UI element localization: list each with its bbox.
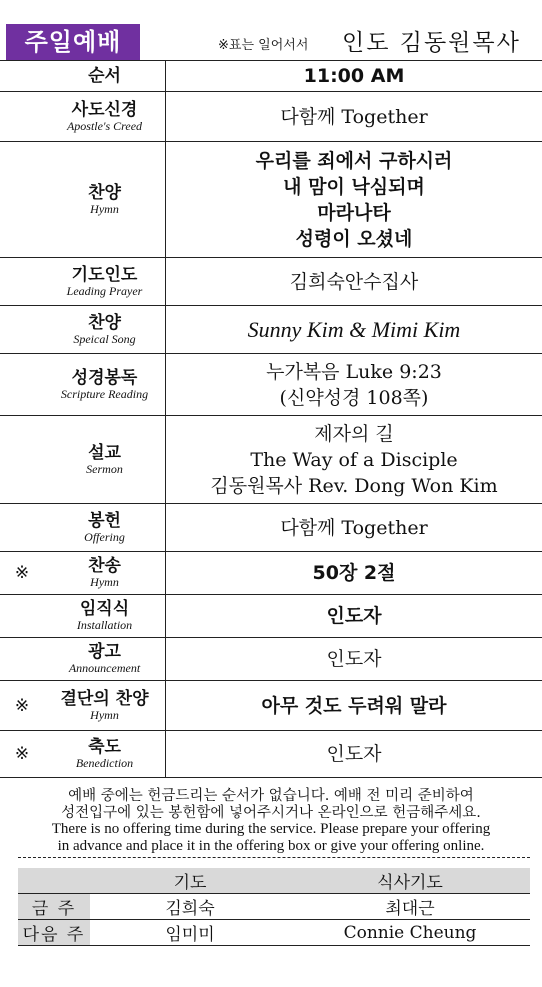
notice-en-line: in advance and place it in the offering box or give your offering online. [57,837,485,854]
order-label-ko: 광고 [88,642,121,662]
standing-mark: ※ [14,695,30,716]
order-label-ko: 기도인도 [71,264,138,285]
content-line: 성령이 오셨네 [295,227,413,250]
standing-mark [0,638,44,680]
order-row [0,306,542,354]
table-header-prayer: 기도 [90,868,290,894]
content-line: The Way of a Disciple [250,448,458,471]
order-label-ko: 찬양 [88,312,121,333]
order-label [44,258,166,305]
order-content [166,142,542,257]
content-line: 다함께 Together [280,516,428,539]
standing-mark [0,416,44,503]
order-label [44,416,166,503]
content-line: 인도자 [326,605,382,627]
order-content [166,416,542,503]
standing-mark [0,142,44,257]
order-label [44,61,166,91]
content-line: 누가복음 Luke 9:23 [266,360,442,383]
order-label-ko: 임직식 [79,599,130,619]
content-line: Sunny Kim & Mimi Kim [247,316,461,342]
order-content [166,504,542,551]
order-content [166,92,542,141]
order-label-en: Announcement [68,661,141,675]
order-content [166,354,542,415]
prayer-schedule-table [18,868,530,946]
table-cell: 김희숙 [90,894,290,920]
notice-ko-line: 예배 중에는 헌금드리는 순서가 없습니다. 예배 전 미리 준비하여 [68,788,474,804]
header [0,0,542,62]
table-header-row [18,868,530,894]
order-label [44,142,166,257]
order-row [0,142,542,258]
order-row [0,92,542,142]
order-label [44,595,166,637]
order-label-en: Hymn [90,707,119,722]
order-content [166,306,542,353]
order-label [44,306,166,353]
standing-mark [0,595,44,637]
table-row [18,894,530,920]
content-line: 우리를 죄에서 구하시러 [255,149,453,172]
table-header-meal-prayer: 식사기도 [290,868,530,894]
order-of-worship [0,60,542,778]
order-content [166,552,542,594]
order-row [0,354,542,416]
order-label-en: Speical Song [73,331,136,346]
order-label [44,552,166,594]
content-line: 마라나타 [317,201,391,224]
order-label-ko: 결단의 찬양 [60,688,149,709]
order-label-ko: 축도 [88,737,121,757]
order-row [0,258,542,306]
order-row [0,638,542,681]
standing-mark [0,504,44,551]
order-content [166,61,542,91]
order-label-en: Installation [76,618,133,632]
content-line: 50장 2절 [312,562,396,584]
order-content [166,681,542,730]
content-line: 다함께 Together [280,105,428,128]
order-label-en: Benediction [75,756,134,770]
order-label-en: Hymn [90,575,119,589]
table-cell [18,868,90,894]
standing-mark [0,258,44,305]
standing-mark: ※ [14,744,30,764]
order-label-ko: 찬양 [88,182,121,203]
table-cell: Connie Cheung [290,920,530,946]
offering-notice [0,788,542,858]
order-label [44,638,166,680]
order-label-ko: 설교 [88,442,121,463]
standing-mark [0,61,44,91]
order-label [44,731,166,777]
table-cell: 임미미 [90,920,290,946]
order-row [0,681,542,731]
content-line: 제자의 길 [314,422,394,445]
row-label-next-week: 다음 주 [18,920,90,946]
content-line: 인도자 [326,743,382,765]
notice-en-line: There is no offering time during the service. Please prepare your offering [51,821,491,837]
table-row [18,920,530,946]
order-label-en: Scripture Reading [60,386,149,401]
content-line: 인도자 [326,648,382,670]
order-row [0,552,542,595]
content-line: (신약성경 108쪽) [279,386,429,409]
order-label-ko: 찬송 [88,556,121,576]
standing-mark [0,354,44,415]
order-row [0,731,542,778]
order-row [0,504,542,552]
service-badge: 주일예배 [6,24,140,60]
order-content [166,731,542,777]
order-content [166,638,542,680]
order-label-en: Hymn [90,201,119,216]
divider [18,857,530,858]
service-leader: 인도 김동원목사 [342,30,521,56]
stand-note: ※표는 일어서서 [218,38,309,53]
standing-mark [0,92,44,141]
order-label-en: Apostle's Creed [66,118,143,133]
order-label-ko: 사도신경 [71,99,138,120]
order-row [0,60,542,92]
order-content [166,595,542,637]
standing-mark: ※ [14,563,30,583]
order-label [44,504,166,551]
order-label [44,92,166,141]
content-line: 내 맘이 낙심되며 [283,175,425,198]
order-label-en: Sermon [86,461,123,476]
content-line: 김희숙안수집사 [289,270,419,293]
standing-mark [0,306,44,353]
table-cell: 최대근 [290,894,530,920]
order-label-en: Leading Prayer [66,283,143,298]
content-line: 아무 것도 두려워 말라 [261,694,447,717]
order-label [44,681,166,730]
order-row [0,416,542,504]
row-label-this-week: 금 주 [18,894,90,920]
order-content [166,258,542,305]
order-label-ko: 순서 [88,65,121,86]
order-label-en: Offering [84,529,125,544]
content-line: 김동원목사 Rev. Dong Won Kim [210,474,498,497]
notice-ko-line: 성전입구에 있는 봉헌함에 넣어주시거나 온라인으로 헌금해주세요. [61,804,481,821]
content-line: 11:00 AM [303,65,405,87]
order-row [0,595,542,638]
order-label-ko: 성경봉독 [71,367,138,388]
order-label [44,354,166,415]
order-label-ko: 봉헌 [88,510,121,531]
